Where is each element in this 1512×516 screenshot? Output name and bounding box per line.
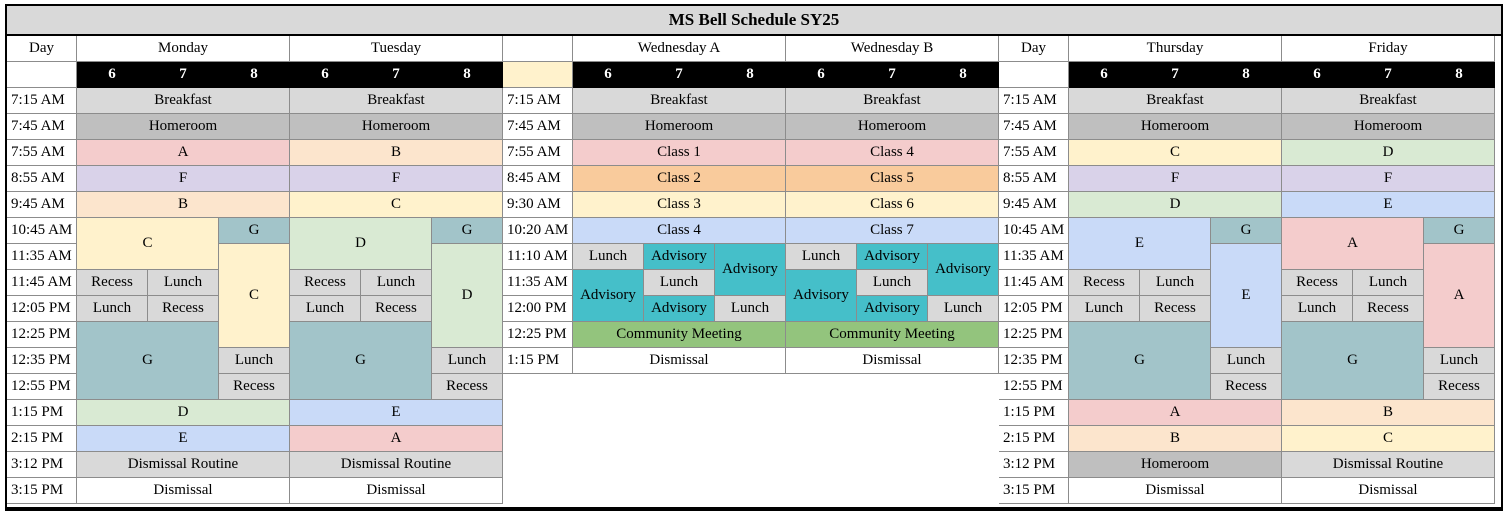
grade-7: 7 [644, 62, 715, 88]
tuesday-recess: Recess [290, 270, 361, 296]
time-cell: 12:35 PM [999, 348, 1069, 374]
wed-a-advisory-7b: Advisory [644, 296, 715, 322]
wed-a-class-3: Class 3 [573, 192, 786, 218]
time-cell: 12:25 PM [999, 322, 1069, 348]
sheet-title: MS Bell Schedule SY25 [7, 6, 1501, 36]
wed-a-advisory-8: Advisory [715, 244, 786, 296]
tuesday-period-6: A [290, 426, 503, 452]
grade-8: 8 [1424, 62, 1495, 88]
friday-breakfast: Breakfast [1282, 88, 1495, 114]
time-cell: 11:35 AM [999, 244, 1069, 270]
wed-a-class-1: Class 1 [573, 140, 786, 166]
wed-time-cell: 7:45 AM [503, 114, 573, 140]
wed-a-homeroom: Homeroom [573, 114, 786, 140]
wednesday-empty-area [503, 374, 999, 504]
grade-6: 6 [1282, 62, 1353, 88]
thursday-lunch-8: Lunch [1211, 348, 1282, 374]
friday-lunch: Lunch [1353, 270, 1424, 296]
wed-b-class-6: Class 6 [786, 192, 999, 218]
tuesday-breakfast: Breakfast [290, 88, 503, 114]
time-cell: 12:35 PM [7, 348, 77, 374]
grade-6: 6 [290, 62, 361, 88]
thursday-g8: G [1211, 218, 1282, 244]
wed-a-dismissal: Dismissal [573, 348, 786, 374]
monday-period-6: E [77, 426, 290, 452]
wed-time-cell: 9:30 AM [503, 192, 573, 218]
time-cell: 7:45 AM [999, 114, 1069, 140]
time-cell: 8:55 AM [999, 166, 1069, 192]
wed-a-lunch-6: Lunch [573, 244, 644, 270]
tuesday-lunch-8: Lunch [432, 348, 503, 374]
friday-lunch-8: Lunch [1424, 348, 1495, 374]
monday-lunch: Lunch [77, 296, 148, 322]
schedule-grid [7, 36, 1495, 504]
wed-b-dismissal: Dismissal [786, 348, 999, 374]
thursday-lunch: Lunch [1140, 270, 1211, 296]
tuesday-lunch: Lunch [290, 296, 361, 322]
time-cell: 9:45 AM [7, 192, 77, 218]
wed-time-header [503, 36, 573, 62]
tuesday-dismissal-routine: Dismissal Routine [290, 452, 503, 478]
monday-homeroom: Homeroom [77, 114, 290, 140]
time-cell: 11:45 AM [7, 270, 77, 296]
time-cell: 1:15 PM [999, 400, 1069, 426]
wed-a-advisory-7: Advisory [644, 244, 715, 270]
wed-b-class-4: Class 4 [786, 140, 999, 166]
thursday-dismissal: Dismissal [1069, 478, 1282, 504]
time-cell: 10:45 AM [7, 218, 77, 244]
monday-dismissal-routine: Dismissal Routine [77, 452, 290, 478]
day-header-2: Day [999, 36, 1069, 62]
time-cell: 7:55 AM [7, 140, 77, 166]
friday-homeroom: Homeroom [1282, 114, 1495, 140]
thursday-header: Thursday [1069, 36, 1282, 62]
wed-time-cell: 8:45 AM [503, 166, 573, 192]
wed-b-breakfast: Breakfast [786, 88, 999, 114]
monday-recess: Recess [148, 296, 219, 322]
wed-b-advisory-7b: Advisory [857, 296, 928, 322]
grade-8: 8 [432, 62, 503, 88]
friday-period-1: D [1282, 140, 1495, 166]
wed-a-community-meeting: Community Meeting [573, 322, 786, 348]
time-cell: 11:45 AM [999, 270, 1069, 296]
wed-a-breakfast: Breakfast [573, 88, 786, 114]
time-cell: 3:15 PM [7, 478, 77, 504]
time-cell: 3:12 PM [999, 452, 1069, 478]
monday-period-5: D [77, 400, 290, 426]
time-cell: 7:15 AM [999, 88, 1069, 114]
tuesday-period-5: E [290, 400, 503, 426]
friday-a8: A [1424, 244, 1495, 348]
tuesday-header: Tuesday [290, 36, 503, 62]
tuesday-g-block: G [290, 322, 432, 400]
thursday-period-5: A [1069, 400, 1282, 426]
blank-cell [7, 62, 77, 88]
wed-time-cell: 12:25 PM [503, 322, 573, 348]
monday-recess: Recess [77, 270, 148, 296]
friday-period-3: E [1282, 192, 1495, 218]
grade-6: 6 [786, 62, 857, 88]
friday-header: Friday [1282, 36, 1495, 62]
tuesday-lunch: Lunch [361, 270, 432, 296]
time-cell: 7:15 AM [7, 88, 77, 114]
thursday-g-block: G [1069, 322, 1211, 400]
monday-recess-8: Recess [219, 374, 290, 400]
blank-cell [503, 62, 573, 88]
wed-b-advisory-7: Advisory [857, 244, 928, 270]
time-cell: 3:15 PM [999, 478, 1069, 504]
wed-b-class-5: Class 5 [786, 166, 999, 192]
wed-time-cell: 7:15 AM [503, 88, 573, 114]
wed-time-cell: 10:20 AM [503, 218, 573, 244]
monday-header: Monday [77, 36, 290, 62]
wed-b-lunch-6: Lunch [786, 244, 857, 270]
grade-8: 8 [219, 62, 290, 88]
grade-6: 6 [573, 62, 644, 88]
thursday-breakfast: Breakfast [1069, 88, 1282, 114]
tuesday-period-4: D [290, 218, 432, 270]
wed-time-cell: 11:35 AM [503, 270, 573, 296]
time-cell: 10:45 AM [999, 218, 1069, 244]
monday-breakfast: Breakfast [77, 88, 290, 114]
monday-g8: G [219, 218, 290, 244]
tuesday-period-2: F [290, 166, 503, 192]
wed-time-cell: 12:00 PM [503, 296, 573, 322]
wed-b-class-7: Class 7 [786, 218, 999, 244]
time-cell: 12:05 PM [7, 296, 77, 322]
friday-recess: Recess [1282, 270, 1353, 296]
friday-g-block: G [1282, 322, 1424, 400]
thursday-recess-8: Recess [1211, 374, 1282, 400]
thursday-recess: Recess [1069, 270, 1140, 296]
thursday-period-3: D [1069, 192, 1282, 218]
time-cell: 8:55 AM [7, 166, 77, 192]
time-cell: 9:45 AM [999, 192, 1069, 218]
wed-a-lunch-8: Lunch [715, 296, 786, 322]
friday-period-2: F [1282, 166, 1495, 192]
friday-recess-8: Recess [1424, 374, 1495, 400]
monday-dismissal: Dismissal [77, 478, 290, 504]
time-cell: 7:45 AM [7, 114, 77, 140]
wed-a-class-4: Class 4 [573, 218, 786, 244]
tuesday-d8: D [432, 244, 503, 348]
wed-time-cell: 7:55 AM [503, 140, 573, 166]
thursday-homeroom-end: Homeroom [1069, 452, 1282, 478]
time-cell: 12:05 PM [999, 296, 1069, 322]
friday-period-6: C [1282, 426, 1495, 452]
wednesday-b-header: Wednesday B [786, 36, 999, 62]
wed-b-lunch-8: Lunch [928, 296, 999, 322]
monday-period-1: A [77, 140, 290, 166]
wed-a-lunch-7: Lunch [644, 270, 715, 296]
thursday-lunch: Lunch [1069, 296, 1140, 322]
time-cell: 11:35 AM [7, 244, 77, 270]
monday-c8: C [219, 244, 290, 348]
grade-8: 8 [715, 62, 786, 88]
wed-time-cell: 1:15 PM [503, 348, 573, 374]
monday-lunch: Lunch [148, 270, 219, 296]
time-cell: 3:12 PM [7, 452, 77, 478]
thursday-recess: Recess [1140, 296, 1211, 322]
tuesday-g8: G [432, 218, 503, 244]
wed-b-advisory-8: Advisory [928, 244, 999, 296]
wed-a-class-2: Class 2 [573, 166, 786, 192]
time-cell: 12:55 PM [7, 374, 77, 400]
wednesday-a-header: Wednesday A [573, 36, 786, 62]
tuesday-dismissal: Dismissal [290, 478, 503, 504]
grade-7: 7 [1140, 62, 1211, 88]
time-cell: 2:15 PM [999, 426, 1069, 452]
friday-lunch: Lunch [1282, 296, 1353, 322]
grade-7: 7 [857, 62, 928, 88]
monday-g-block: G [77, 322, 219, 400]
thursday-period-4: E [1069, 218, 1211, 270]
grade-8: 8 [928, 62, 999, 88]
monday-period-4: C [77, 218, 219, 270]
schedule-sheet [5, 4, 1503, 511]
day-header: Day [7, 36, 77, 62]
wed-b-advisory-6: Advisory [786, 270, 857, 322]
friday-g8: G [1424, 218, 1495, 244]
wed-a-advisory-6: Advisory [573, 270, 644, 322]
time-cell: 1:15 PM [7, 400, 77, 426]
time-cell: 2:15 PM [7, 426, 77, 452]
wed-time-cell: 11:10 AM [503, 244, 573, 270]
grade-8: 8 [1211, 62, 1282, 88]
monday-lunch-8: Lunch [219, 348, 290, 374]
thursday-homeroom: Homeroom [1069, 114, 1282, 140]
time-cell: 12:25 PM [7, 322, 77, 348]
grade-6: 6 [77, 62, 148, 88]
thursday-period-6: B [1069, 426, 1282, 452]
tuesday-recess: Recess [361, 296, 432, 322]
friday-dismissal: Dismissal [1282, 478, 1495, 504]
wed-b-lunch-7: Lunch [857, 270, 928, 296]
grade-6: 6 [1069, 62, 1140, 88]
thursday-period-2: F [1069, 166, 1282, 192]
friday-recess: Recess [1353, 296, 1424, 322]
friday-period-5: B [1282, 400, 1495, 426]
grade-7: 7 [361, 62, 432, 88]
wed-b-homeroom: Homeroom [786, 114, 999, 140]
tuesday-homeroom: Homeroom [290, 114, 503, 140]
wed-b-community-meeting: Community Meeting [786, 322, 999, 348]
monday-period-2: F [77, 166, 290, 192]
friday-period-4: A [1282, 218, 1424, 270]
blank-cell [999, 62, 1069, 88]
grade-7: 7 [148, 62, 219, 88]
monday-period-3: B [77, 192, 290, 218]
friday-dismissal-routine: Dismissal Routine [1282, 452, 1495, 478]
tuesday-period-1: B [290, 140, 503, 166]
tuesday-period-3: C [290, 192, 503, 218]
thursday-period-1: C [1069, 140, 1282, 166]
time-cell: 7:55 AM [999, 140, 1069, 166]
time-cell: 12:55 PM [999, 374, 1069, 400]
grade-7: 7 [1353, 62, 1424, 88]
thursday-e8: E [1211, 244, 1282, 348]
tuesday-recess-8: Recess [432, 374, 503, 400]
